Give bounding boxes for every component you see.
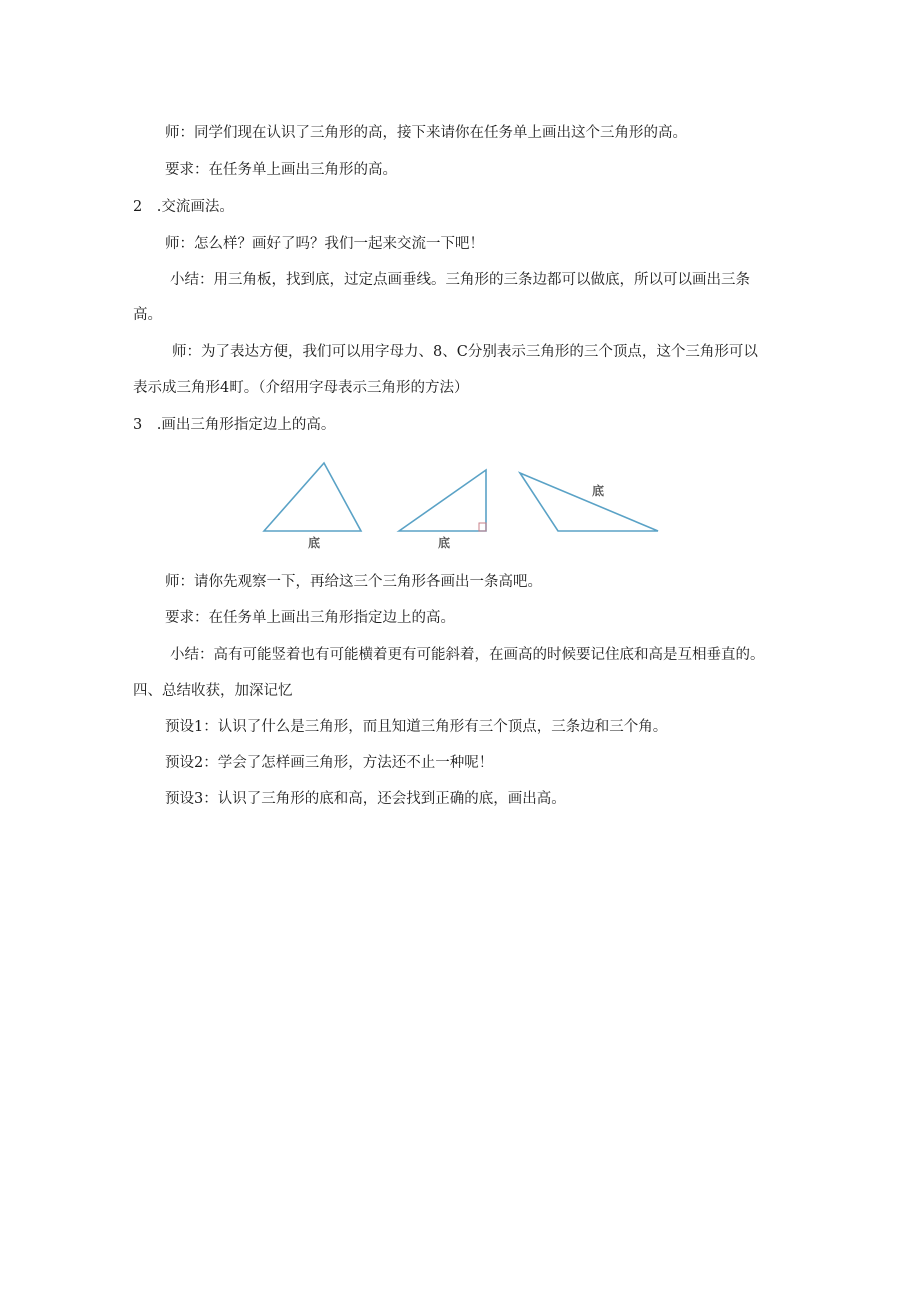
preset-line-3: 预设3：认识了三角形的底和高，还会找到正确的底，画出高。 <box>165 791 566 807</box>
text-line-4b: 表示成三角形4町。（介绍用字母表示三角形的方法） <box>133 380 469 396</box>
text-line-3: 师：怎么样？画好了吗？我们一起来交流一下吧！ <box>165 236 484 252</box>
summary-line-1a: 小结：用三角板，找到底，过定点画垂线。三角形的三条边都可以做底，所以可以画出三条 <box>170 272 750 288</box>
right-triangle <box>399 470 486 531</box>
section-heading-2: 2 .交流画法。 <box>133 199 234 215</box>
preset-line-1: 预设1：认识了什么是三角形，而且知道三角形有三个顶点，三条边和三个角。 <box>165 719 668 735</box>
summary-line-2: 小结：高有可能竖着也有可能横着更有可能斜着，在画高的时候要记住底和高是互相垂直的。 <box>170 647 765 663</box>
text-line-4a: 师：为了表达方便，我们可以用字母力、8、C分别表示三角形的三个顶点，这个三角形可以 <box>172 344 758 360</box>
text-line-2: 要求：在任务单上画出三角形的高。 <box>165 162 397 178</box>
section-heading-4: 四、总结收获，加深记忆 <box>133 683 293 699</box>
text-line-5: 师：请你先观察一下，再给这三个三角形各画出一条高吧。 <box>165 574 542 590</box>
summary-line-1b: 高。 <box>133 307 162 323</box>
right-angle-mark <box>479 523 486 531</box>
section-heading-3: 3 .画出三角形指定边上的高。 <box>133 417 336 433</box>
right-triangle-base-label: 底 <box>438 536 451 550</box>
acute-triangle-base-label: 底 <box>308 536 321 550</box>
obtuse-triangle-base-label: 底 <box>592 484 605 498</box>
preset-line-2: 预设2：学会了怎样画三角形，方法还不止一种呢！ <box>165 755 494 771</box>
triangles-figure <box>258 455 668 555</box>
text-line-1: 师：同学们现在认识了三角形的高，接下来请你在任务单上画出这个三角形的高。 <box>165 125 687 141</box>
obtuse-triangle <box>520 473 658 531</box>
text-line-6: 要求：在任务单上画出三角形指定边上的高。 <box>165 610 455 626</box>
acute-triangle <box>264 463 361 531</box>
